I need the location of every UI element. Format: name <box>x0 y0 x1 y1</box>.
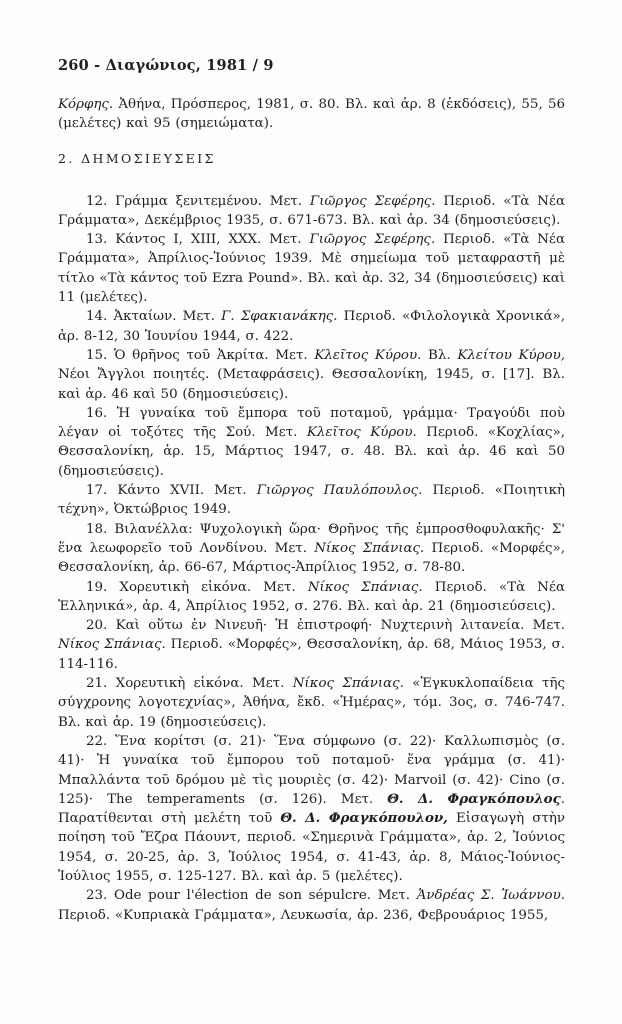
bibliography-entry-21 <box>58 674 565 732</box>
text-segment: Εἰσαγωγὴ στὴν ποίηση τοῦ Ἔζρα Πάουντ, περιοδ. «Σημερινὰ Γράμματα», ἀρ. 2, Ἰούνιος 1954, σ. 20-25, ἀρ. 3, Ἰούλιος 1954, σ. 41-43, ἀρ. 8, Μάιος-Ἰούνιος-Ἰούλιος 1955, σ. 125-127. Βλ. καὶ ἀρ. 5 (μελέτες). <box>58 811 565 884</box>
text-segment: Νίκος Σπάνιας <box>58 637 162 653</box>
text-segment: 15. Ὁ θρῆνος τοῦ Ἀκρίτα. Μετ. <box>86 347 315 363</box>
text-segment: Κλεῖτος Κύρου <box>314 347 418 363</box>
text-segment: 20. Καὶ οὕτω ἐν Νινευῆ· Ἡ ἐπιστροφή· Νυχτερινὴ λιτανεία. Μετ. <box>86 618 565 634</box>
text-segment: Ἀνδρέας Σ. Ἰωάννου. <box>416 888 565 904</box>
text-segment: Κλεῖτος Κύρου <box>306 425 413 441</box>
text-segment: Κόρφης. <box>58 97 114 112</box>
bibliography-entry-18 <box>58 520 565 578</box>
text-segment: Θ. Δ. Φραγκόπουλος <box>387 790 561 807</box>
text-segment: . Βλ. <box>417 347 458 363</box>
bibliography-entry-22 <box>58 732 565 886</box>
text-segment: Νίκος Σπάνιας <box>307 579 419 595</box>
text-segment: 19. Χορευτικὴ εἰκόνα. Μετ. <box>86 579 308 595</box>
text-segment: 18. Βιλανέλλα: Ψυχολογικὴ ὥρα· Θρῆνος τῆς ἐμπροσθοφυλακῆς· Σ' ἕνα λεωφορεῖο τοῦ Λονδίνου. Μετ. <box>58 521 565 556</box>
text-segment: Νίκος Σπάνιας <box>314 540 421 556</box>
running-header: 260 - Διαγώνιος, 1981 / 9 <box>58 57 274 74</box>
bibliography-entry-13 <box>58 230 565 307</box>
text-segment: Θ. Δ. Φραγκόπουλον, <box>280 810 448 827</box>
text-segment: . Περιοδ. «Μορφές», Θεσσαλονίκη, ἀρ. 68, Μάιος 1953, σ. 114-116. <box>58 637 565 672</box>
bibliography-entry-17 <box>58 481 565 520</box>
text-segment: Γ. Σφακιανάκης <box>221 309 334 325</box>
bibliography-entry-16 <box>58 404 565 481</box>
text-segment: Περιοδ. «Κυπριακὰ Γράμματα», Λευκωσία, ἀρ. 236, Φεβρουάριος 1955, <box>58 907 549 923</box>
bibliography-entry-15 <box>58 346 565 404</box>
text-segment: 12. Γράμμα ξενιτεμένου. Μετ. <box>86 193 310 209</box>
text-segment: Ἀθήνα, Πρόσπερος, 1981, σ. 80. Βλ. καὶ ἀρ. 8 (ἐκδόσεις), 55, 56 (μελέτες) καὶ 95 (σημειώματα). <box>58 97 565 132</box>
text-segment: . Παρατίθενται στὴ μελέτη τοῦ <box>58 791 565 827</box>
text-segment: Γιῶργος Σεφέρης <box>309 232 431 248</box>
text-segment: Νέοι Ἄγγλοι ποιητές. (Μεταφράσεις). Θεσσαλονίκη, 1945, σ. [17]. Βλ. καὶ ἀρ. 46 καὶ 50 (δημοσιεύσεις). <box>58 367 565 402</box>
section-heading: 2. ΔΗΜΟΣΙΕΥΣΕΙΣ <box>58 150 216 166</box>
bibliography-entry-19 <box>58 578 565 617</box>
text-segment: 17. Κάντο XVII. Μετ. <box>86 483 257 499</box>
text-segment: . «Ἐγκυκλοπαίδεια τῆς σύγχρονης λογοτεχνίας», Ἀθήνα, ἔκδ. «Ἡμέρας», τόμ. 3ος, σ. 746-747. Βλ. καὶ ἀρ. 19 (δημοσιεύσεις). <box>58 676 565 730</box>
text-segment: . Περιοδ. «Φιλολογικὰ Χρονικά», ἀρ. 8-12, 30 Ἰουνίου 1944, σ. 422. <box>58 309 566 344</box>
text-segment: . Περιοδ. «Ποιητικὴ τέχνη», Ὀκτώβριος 1949. <box>58 483 565 518</box>
text-segment: 22. Ἕνα κορίτσι (σ. 21)· Ἕνα σύμφωνο (σ. 22)· Καλλωπισμὸς (σ. 41)· Ἡ γυναίκα τοῦ ἔμπορου τοῦ ποταμοῦ· ἕνα γράμμα (σ. 41)· Μπαλλάντα τοῦ δρόμου μὲ τὶς μουριὲς (σ. 42)· Marvoil (σ. 42)· Cino (σ. 125)· The temperaments (σ. 126). Μετ. <box>58 733 565 807</box>
text-segment: 14. Ἀκταίων. Μετ. <box>86 309 222 325</box>
text-segment: Γιῶργος Σεφέρης <box>309 193 432 209</box>
bibliography-entry-14 <box>58 307 565 346</box>
entries-list <box>58 192 565 925</box>
text-segment: . Περιοδ. «Μορφές», Θεσσαλονίκη, ἀρ. 66-67, Μάρτιος-Ἀπρίλιος 1952, σ. 78-80. <box>58 540 565 576</box>
text-segment: Νίκος Σπάνιας <box>292 676 400 692</box>
text-segment: . Περιοδ. «Κοχλίας», Θεσσαλονίκη, ἀρ. 15, Μάρτιος 1947, σ. 48. Βλ. καὶ ἀρ. 46 καὶ 50 (δημοσιεύσεις). <box>58 425 565 479</box>
text-segment: . Περιοδ. «Τὰ Νέα Γράμματα», Δεκέμβριος 1935, σ. 671-673. Βλ. καὶ ἀρ. 34 (δημοσιεύσεις). <box>58 193 565 228</box>
text-segment: . Περιοδ. «Τὰ Νέα Γράμματα», Ἀπρίλιος-Ἰούνιος 1939. Μὲ σημείωμα τοῦ μεταφραστῆ μὲ τίτλο «Τὰ κάντος τοῦ Ezra Pound». Βλ. καὶ ἀρ. 32, 34 (δημοσιεύσεις) καὶ 11 (μελέτες). <box>58 232 566 306</box>
continuation-paragraph <box>58 95 565 134</box>
text-segment: Γιῶργος Παυλόπουλος <box>256 483 419 499</box>
bibliography-entry-20 <box>58 616 565 674</box>
text-segment: 13. Κάντος I, XIII, XXX. Μετ. <box>86 232 310 248</box>
bibliography-entry-12 <box>58 192 565 231</box>
text-segment: . Περιοδ. «Τὰ Νέα Ἑλληνικά», ἀρ. 4, Ἀπρίλιος 1952, σ. 276. Βλ. καὶ ἀρ. 21 (δημοσιεύσεις). <box>58 579 565 614</box>
text-segment: 23. Ode pour l'élection de son sépulcre. Μετ. <box>86 888 417 904</box>
text-segment: Κλείτου Κύρου, <box>457 347 565 363</box>
bibliography-entry-23 <box>58 886 565 925</box>
text-segment: 21. Χορευτικὴ εἰκόνα. Μετ. <box>86 676 293 692</box>
text-segment: 16. Ἡ γυναίκα τοῦ ἔμπορα τοῦ ποταμοῦ, γράμμα· Τραγούδι ποὺ λέγαν οἱ τοξότες τῆς Σού. Μετ. <box>58 405 565 441</box>
